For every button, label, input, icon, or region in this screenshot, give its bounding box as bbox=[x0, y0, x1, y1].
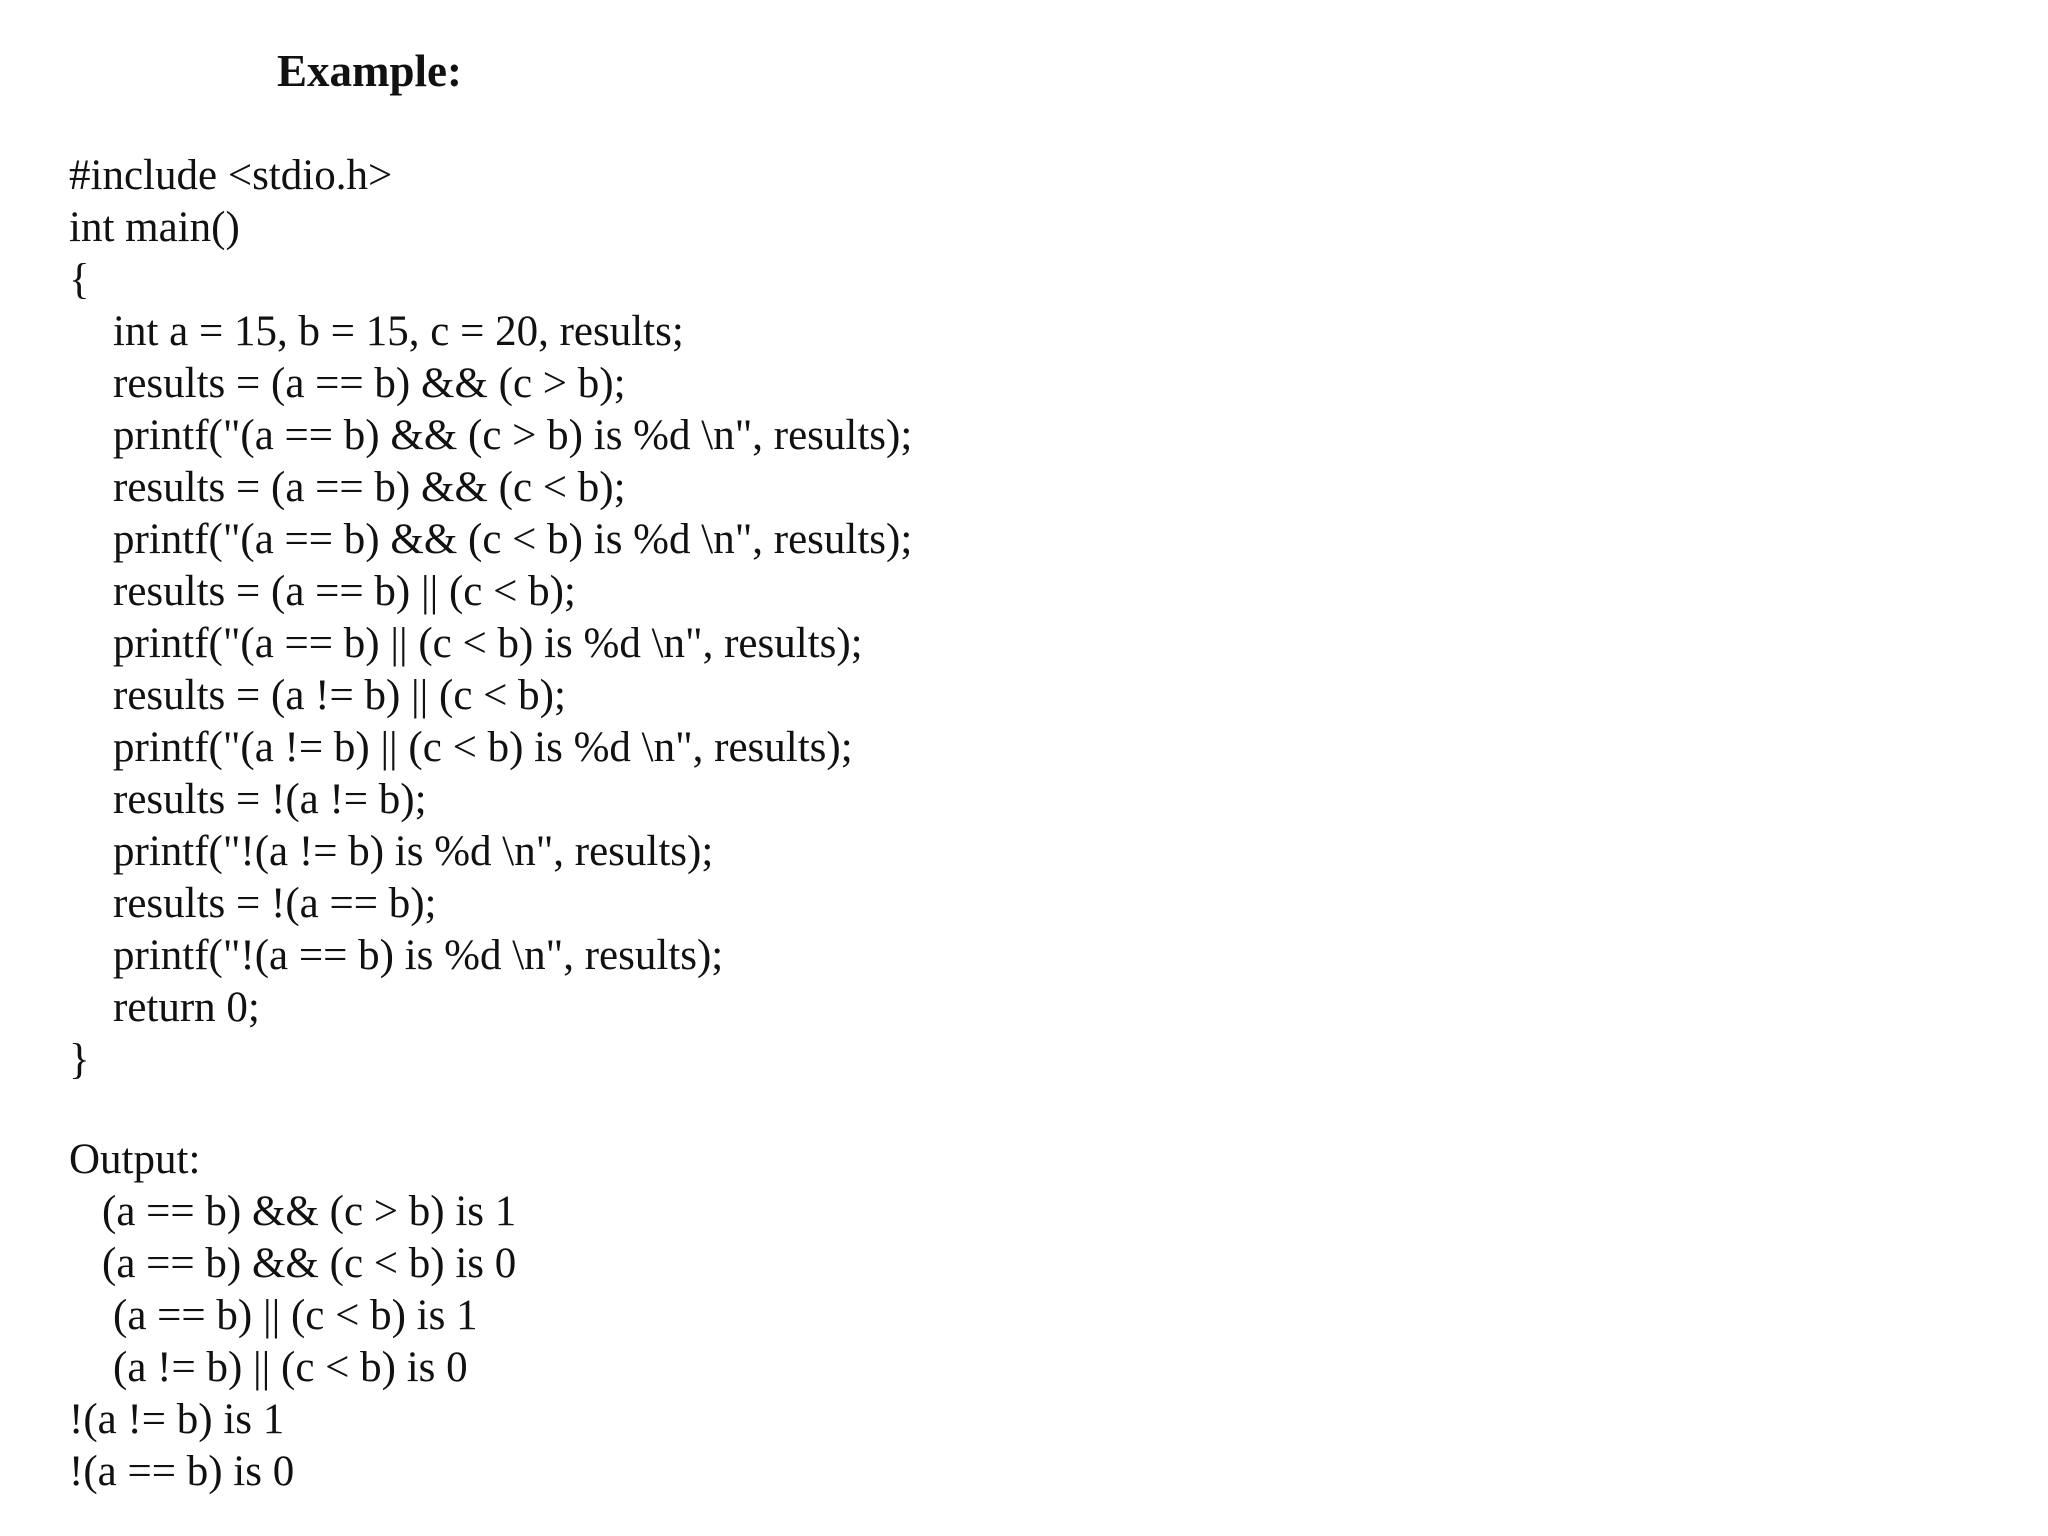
code-line: printf("(a != b) || (c < b) is %d \n", results); bbox=[113, 724, 853, 771]
code-line: results = !(a == b); bbox=[113, 880, 437, 927]
example-heading: Example: bbox=[277, 46, 462, 96]
code-line: results = !(a != b); bbox=[113, 776, 427, 823]
output-label: Output: bbox=[69, 1136, 201, 1183]
output-line: !(a != b) is 1 bbox=[69, 1396, 285, 1443]
code-line: results = (a == b) && (c > b); bbox=[113, 360, 626, 407]
code-line-close-brace: } bbox=[69, 1036, 90, 1083]
code-line-main: int main() bbox=[69, 204, 240, 251]
code-line: results = (a == b) || (c < b); bbox=[113, 568, 576, 615]
code-line: printf("(a == b) && (c > b) is %d \n", results); bbox=[113, 412, 913, 459]
output-line: (a == b) && (c > b) is 1 bbox=[102, 1188, 517, 1235]
output-line: (a == b) && (c < b) is 0 bbox=[102, 1240, 517, 1287]
code-line-include: #include <stdio.h> bbox=[69, 152, 393, 199]
output-section bbox=[69, 1134, 516, 1498]
code-line: printf("!(a != b) is %d \n", results); bbox=[113, 828, 714, 875]
output-line: (a != b) || (c < b) is 0 bbox=[113, 1344, 468, 1391]
code-line: results = (a == b) && (c < b); bbox=[113, 464, 626, 511]
code-line: results = (a != b) || (c < b); bbox=[113, 672, 566, 719]
code-listing bbox=[69, 150, 912, 1086]
output-line: !(a == b) is 0 bbox=[69, 1448, 295, 1495]
code-line: printf("(a == b) && (c < b) is %d \n", results); bbox=[113, 516, 913, 563]
code-line: printf("(a == b) || (c < b) is %d \n", results); bbox=[113, 620, 863, 667]
code-line-open-brace: { bbox=[69, 256, 90, 303]
code-line: return 0; bbox=[113, 984, 260, 1031]
output-line: (a == b) || (c < b) is 1 bbox=[113, 1292, 478, 1339]
code-line: printf("!(a == b) is %d \n", results); bbox=[113, 932, 724, 979]
code-line: int a = 15, b = 15, c = 20, results; bbox=[113, 308, 684, 355]
